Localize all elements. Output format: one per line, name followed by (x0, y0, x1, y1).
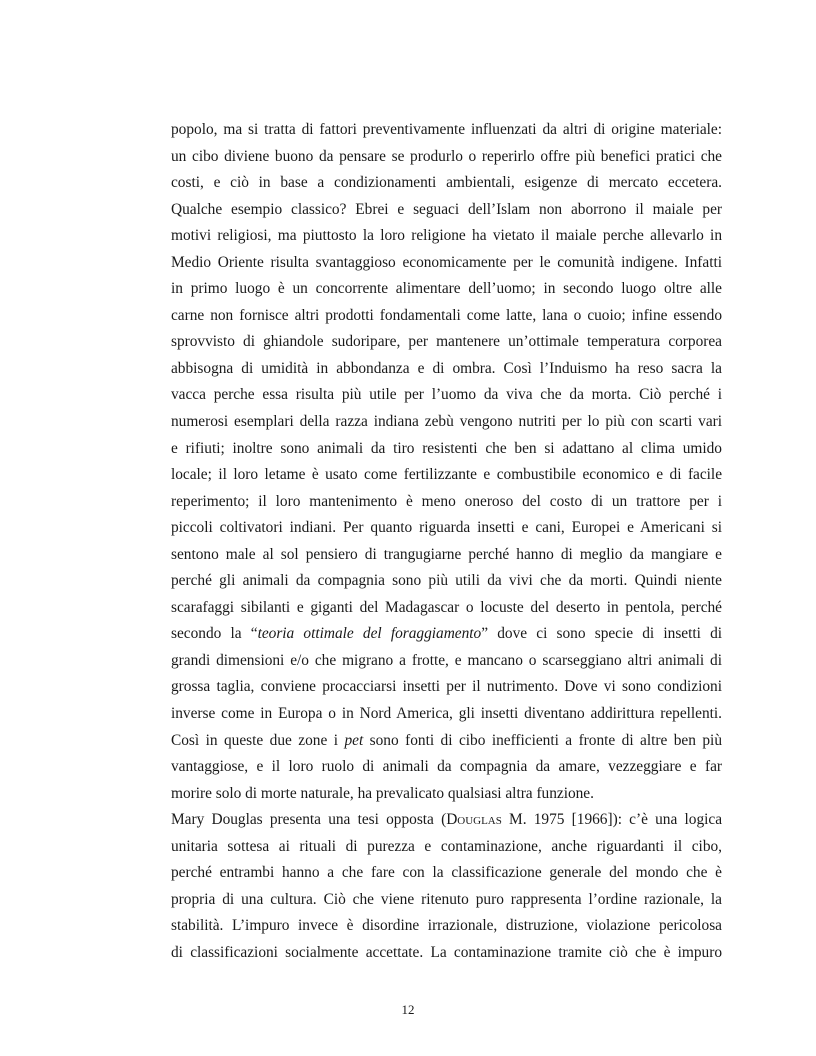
text-line: inverse come in Europa o in Nord America, gli insetti diventano addirittura repellenti. (171, 705, 722, 723)
text-line: di classificazioni socialmente accettate. La contaminazione tramite ciò che è impuro (171, 943, 722, 961)
italic-term: teoria ottimale del foraggiamento (257, 625, 482, 643)
page-number: 12 (401, 1002, 415, 1017)
text-line: propria di una cultura. Ciò che viene ritenuto puro rappresenta l’ordine razionale, la (171, 890, 722, 908)
body-text (171, 117, 722, 967)
text-span: sono fonti di cibo inefficienti a fronte di altre ben più (363, 731, 722, 749)
text-line (171, 807, 722, 834)
text-line: sprovvisto di ghiandole sudoripare, per mantenere un’ottimale temperatura corporea (171, 333, 722, 351)
author-smallcaps: Douglas (446, 811, 502, 829)
text-line: in primo luogo è un concorrente alimentare dell’uomo; in secondo luogo oltre alle (171, 280, 722, 298)
text-span: Mary Douglas presenta una tesi opposta ( (171, 811, 447, 829)
text-line: popolo, ma si tratta di fattori preventivamente influenzati da altri di origine materiale: (171, 121, 722, 138)
text-line: grossa taglia, conviene procacciarsi insetti per il nutrimento. Dove vi sono condizioni (171, 678, 722, 696)
text-line: reperimento; il loro mantenimento è meno oneroso del costo di un trattore per i (171, 492, 722, 510)
text-line: piccoli coltivatori indiani. Per quanto riguarda insetti e cani, Europei e Americani si (171, 519, 722, 537)
text-line: morire solo di morte naturale, ha prevalicato qualsiasi altra funzione. (171, 784, 594, 802)
paragraph (171, 117, 722, 807)
text-line: sentono male al sol pensiero di trangugiarne perché hanno di meglio da mangiare e (171, 545, 722, 563)
text-line: vantaggiose, e il loro ruolo di animali da compagnia da amare, vezzeggiare e far (171, 758, 722, 776)
paragraph (171, 807, 722, 966)
text-line: carne non fornisce altri prodotti fondamentali come latte, lana o cuoio; infine essendo (171, 306, 722, 324)
text-line: unitaria sottesa ai rituali di purezza e contaminazione, anche riguardanti il cibo, (171, 837, 722, 855)
italic-term: pet (344, 731, 364, 749)
text-line: locale; il loro letame è usato come fertilizzante e combustibile economico e di facile (171, 466, 722, 484)
text-line: vacca perche essa risulta più utile per l’uomo da viva che da morta. Ciò perché i (171, 386, 722, 404)
text-span: Così in queste due zone i (171, 731, 345, 749)
text-line: Qualche esempio classico? Ebrei e seguaci dell’Islam non aborrono il maiale per (171, 200, 722, 218)
text-line: e rifiuti; inoltre sono animali da tiro resistenti che ben si adattano al clima umido (171, 439, 722, 457)
text-line: numerosi esemplari della razza indiana zebù vengono nutriti per lo più con scarti vari (171, 413, 722, 431)
text-line: Medio Oriente risulta svantaggioso economicamente per le comunità indigene. Infatti (171, 253, 722, 271)
text-span: M. 1975 [1966]): c’è una logica (501, 811, 722, 829)
text-line (171, 728, 722, 755)
text-line (171, 621, 722, 648)
text-line: motivi religiosi, ma piuttosto la loro religione ha vietato il maiale perche allevarlo in (171, 227, 722, 245)
text-span: ” dove ci sono specie di insetti di (481, 625, 722, 643)
text-line: abbisogna di umidità in abbondanza e di ombra. Così l’Induismo ha reso sacra la (171, 359, 722, 377)
text-line: scarafaggi sibilanti e giganti del Madagascar o locuste del deserto in pentola, perché (171, 598, 722, 616)
text-span: secondo la “ (171, 625, 258, 643)
text-line: perché gli animali da compagnia sono più utili da vivi che da morti. Quindi niente (171, 572, 722, 590)
text-line: perché entrambi hanno a che fare con la classificazione generale del mondo che è (171, 864, 722, 882)
text-line: grandi dimensioni e/o che migrano a frotte, e mancano o scarseggiano altri animali di (171, 651, 722, 669)
text-line: un cibo diviene buono da pensare se produrlo o reperirlo offre più benefici pratici che (171, 147, 722, 165)
text-line: stabilità. L’impuro invece è disordine irrazionale, distruzione, violazione pericolosa (171, 917, 722, 935)
text-line: costi, e ciò in base a condizionamenti ambientali, esigenze di mercato eccetera. (171, 174, 722, 192)
